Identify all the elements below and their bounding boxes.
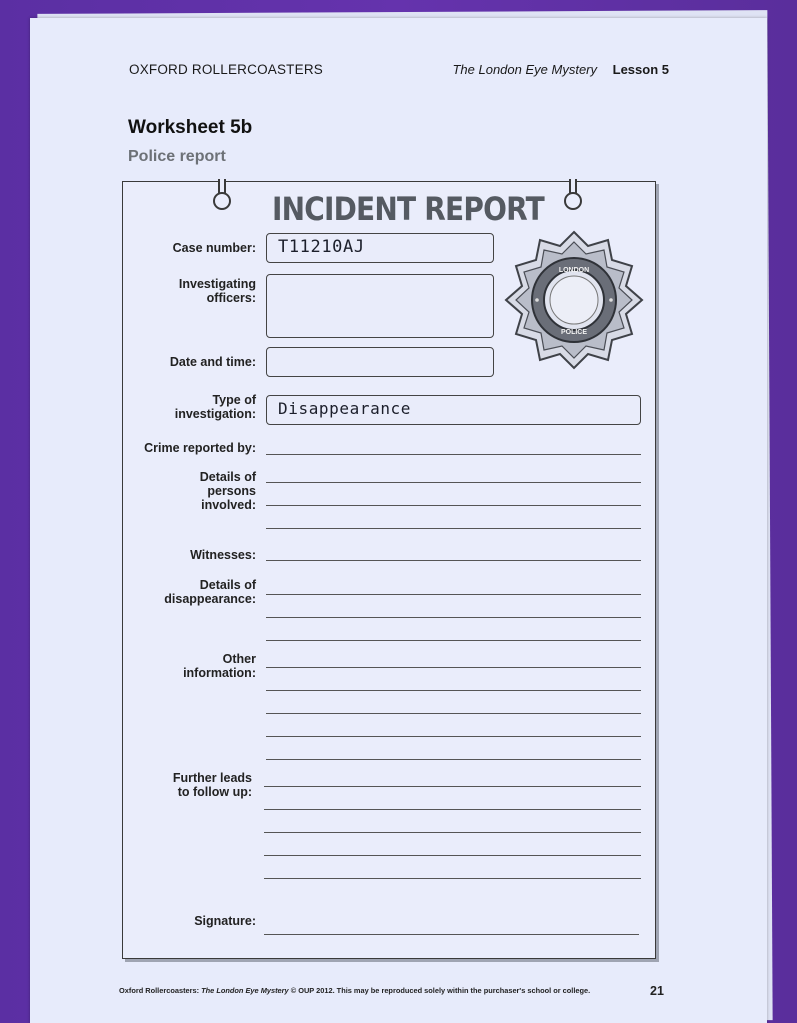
investigation-type-value: Disappearance	[278, 399, 412, 418]
badge-bottom-text: POLICE	[560, 329, 588, 336]
signature-label: Signature:	[194, 914, 256, 928]
disappearance-label-2: disappearance:	[164, 592, 256, 606]
book-title: The London Eye Mystery	[452, 62, 598, 77]
worksheet-title: Worksheet 5b	[128, 117, 253, 138]
book-header	[452, 62, 669, 77]
investigating-officers-label-2: officers:	[206, 291, 256, 305]
page-number: 21	[650, 984, 664, 998]
persons-involved-line-1[interactable]	[266, 482, 641, 483]
investigation-type-label-2: investigation:	[174, 407, 256, 421]
disappearance-label-1: Details of	[199, 578, 256, 592]
other-info-label-2: information:	[183, 666, 256, 680]
other-info-label-1: Other	[222, 652, 256, 666]
disappearance-line-1[interactable]	[266, 594, 641, 595]
footer-copyright-text: © OUP 2012. This may be reproduced solely within the purchaser's school or college.	[288, 986, 591, 995]
persons-involved-label-3: involved:	[201, 498, 256, 512]
persons-involved-line-2[interactable]	[266, 505, 641, 506]
further-leads-line-3[interactable]	[264, 832, 641, 833]
badge-top-text: LONDON	[558, 267, 590, 274]
other-info-line-4[interactable]	[266, 736, 641, 737]
footer-book-title: The London Eye Mystery	[201, 986, 289, 995]
binder-ring-left-icon	[213, 192, 231, 210]
further-leads-label-1: Further leads	[172, 771, 252, 785]
signature-line[interactable]	[264, 934, 639, 935]
disappearance-line-2[interactable]	[266, 617, 641, 618]
crime-reported-by-line[interactable]	[266, 454, 641, 455]
disappearance-line-3[interactable]	[266, 640, 641, 641]
case-number-label: Case number:	[172, 241, 256, 255]
date-time-field[interactable]	[266, 347, 494, 377]
series-header: OXFORD ROLLERCOASTERS	[129, 62, 323, 77]
binder-ring-right-icon	[564, 192, 582, 210]
london-police-badge-icon	[504, 230, 644, 370]
witnesses-label: Witnesses:	[190, 548, 256, 562]
lesson-label: Lesson 5	[612, 62, 669, 77]
other-info-line-3[interactable]	[266, 713, 641, 714]
persons-involved-line-3[interactable]	[266, 528, 641, 529]
further-leads-label-2: to follow up:	[177, 785, 252, 799]
persons-involved-label-2: persons	[207, 484, 256, 498]
case-number-value: T11210AJ	[278, 237, 365, 257]
investigation-type-label-1: Type of	[212, 393, 256, 407]
other-info-line-5[interactable]	[266, 759, 641, 760]
incident-report-title: INCIDENT REPORT	[272, 190, 544, 228]
footer-series: Oxford Rollercoasters:	[119, 986, 202, 995]
worksheet-subtitle: Police report	[128, 148, 226, 165]
date-time-label: Date and time:	[169, 355, 256, 369]
investigating-officers-field[interactable]	[266, 274, 494, 338]
binder-ring-stem-left	[218, 179, 226, 193]
witnesses-line[interactable]	[266, 560, 641, 561]
further-leads-line-2[interactable]	[264, 809, 641, 810]
other-info-line-2[interactable]	[266, 690, 641, 691]
worksheet-page	[30, 18, 767, 1023]
persons-involved-label-1: Details of	[199, 470, 256, 484]
other-info-line-1[interactable]	[266, 667, 641, 668]
crime-reported-by-label: Crime reported by:	[144, 441, 256, 455]
footer-copyright	[119, 986, 590, 995]
investigating-officers-label-1: Investigating	[178, 277, 256, 291]
further-leads-line-1[interactable]	[264, 786, 641, 787]
binder-ring-stem-right	[569, 179, 577, 193]
further-leads-line-4[interactable]	[264, 855, 641, 856]
further-leads-line-5[interactable]	[264, 878, 641, 879]
